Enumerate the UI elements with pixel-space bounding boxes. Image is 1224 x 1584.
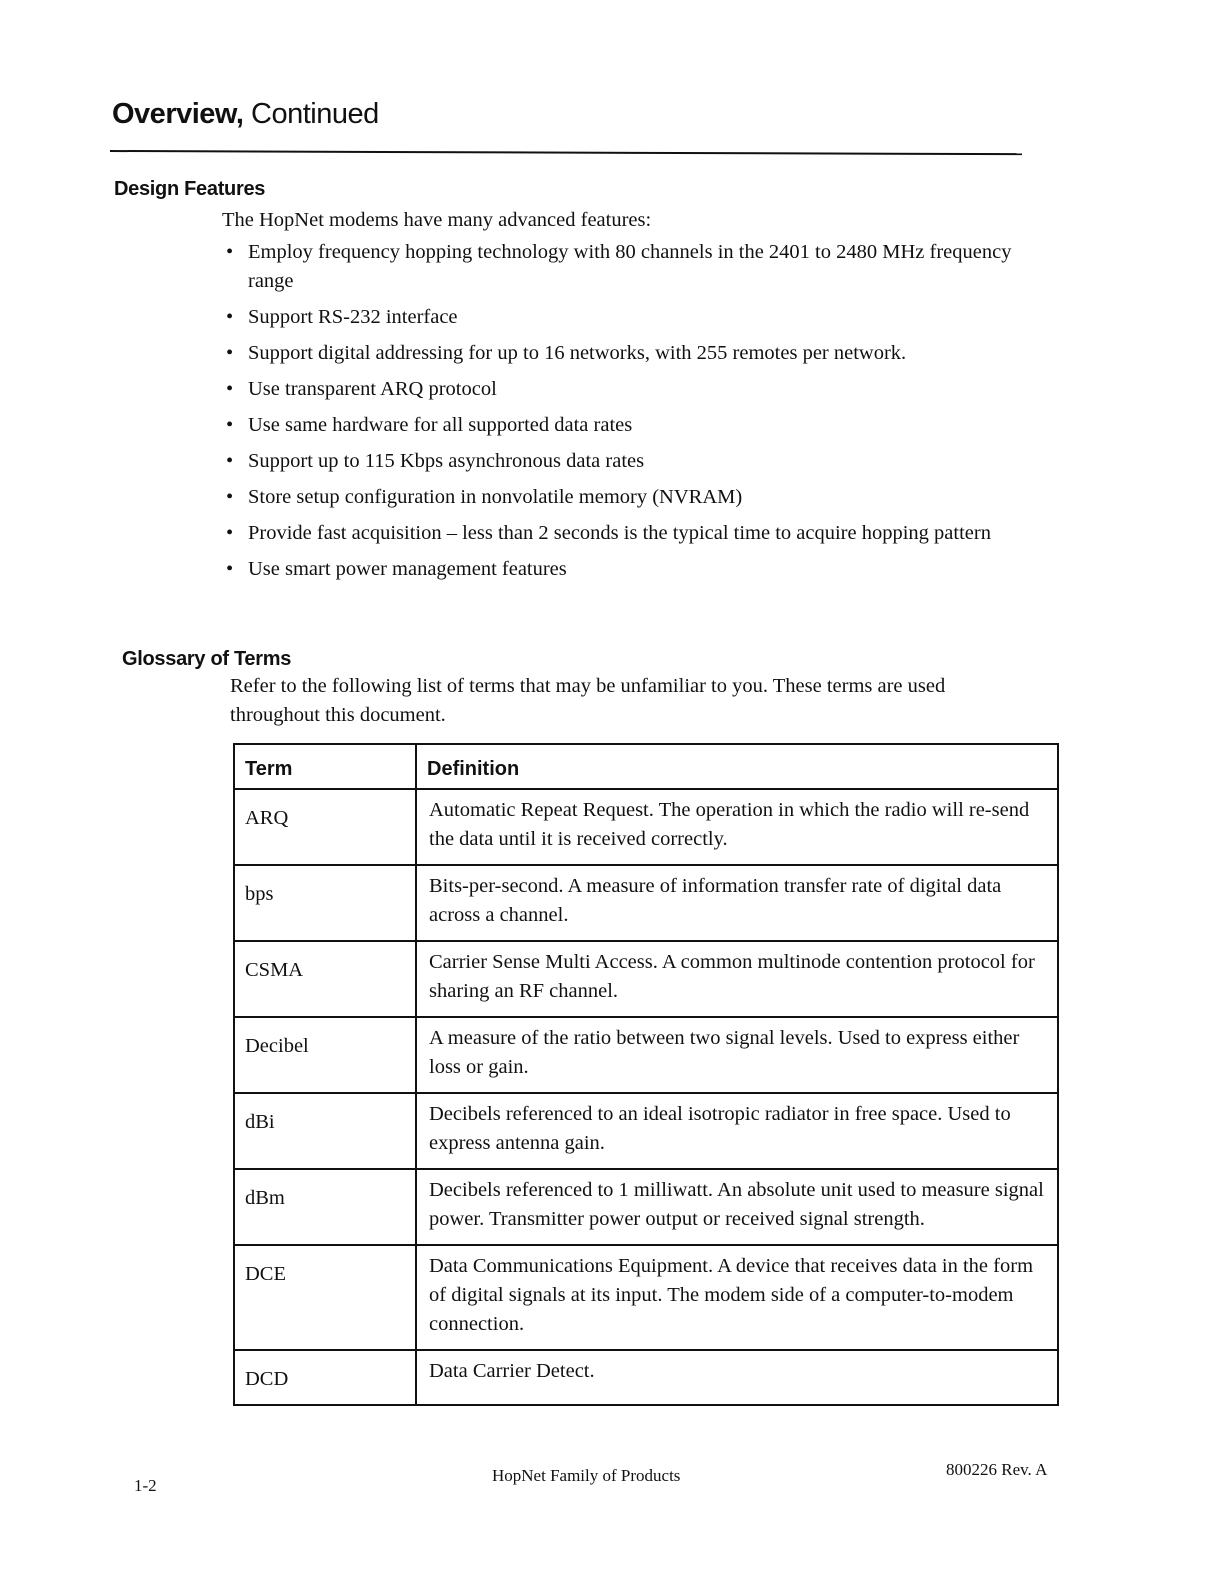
glossary-heading: Glossary of Terms xyxy=(122,648,292,670)
definition-cell: Data Carrier Detect. xyxy=(416,1350,1058,1405)
term-cell: ARQ xyxy=(234,789,416,865)
term-cell: CSMA xyxy=(234,941,416,1017)
table-row xyxy=(234,1093,1058,1169)
bullet-icon: • xyxy=(226,486,234,508)
list-item: • Support digital addressing for up to 16 networks, with 255 remotes per network. xyxy=(222,339,1062,368)
footer-product-name: HopNet Family of Products xyxy=(492,1466,681,1485)
table-row xyxy=(234,1350,1058,1405)
list-item: • Provide fast acquisition – less than 2 seconds is the typical time to acquire hopping pattern xyxy=(222,519,1062,548)
term-cell: dBm xyxy=(234,1169,416,1245)
term-cell: DCD xyxy=(234,1350,416,1405)
page-title xyxy=(112,96,379,132)
glossary-intro: Refer to the following list of terms that may be unfamiliar to you. These terms are used throughout this document. xyxy=(230,675,946,726)
bullet-icon: • xyxy=(226,306,234,328)
bullet-icon: • xyxy=(226,414,234,436)
list-item: • Use smart power management features xyxy=(222,555,1062,584)
page-title-bold: Overview, xyxy=(112,98,244,130)
list-item: • Support RS-232 interface xyxy=(222,303,1062,332)
term-cell: bps xyxy=(234,865,416,941)
bullet-icon: • xyxy=(226,241,234,263)
definition-cell: Decibels referenced to an ideal isotropic radiator in free space. Used to express antenna gain. xyxy=(416,1093,1058,1169)
list-item: • Employ frequency hopping technology with 80 channels in the 2401 to 2480 MHz frequency range xyxy=(222,238,1062,296)
list-item: • Use same hardware for all supported data rates xyxy=(222,411,1062,440)
definition-cell: Data Communications Equipment. A device that receives data in the form of digital signals at its input. The modem side of a computer-to-modem connection. xyxy=(416,1245,1058,1350)
table-row xyxy=(234,1017,1058,1093)
list-item: • Store setup configuration in nonvolatile memory (NVRAM) xyxy=(222,483,1062,512)
footer-document-revision: 800226 Rev. A xyxy=(946,1460,1048,1479)
design-features-heading: Design Features xyxy=(114,178,266,200)
definition-cell: Automatic Repeat Request. The operation in which the radio will re-send the data until it is received correctly. xyxy=(416,789,1058,865)
bullet-icon: • xyxy=(226,378,234,400)
table-row xyxy=(234,789,1058,865)
definition-cell: A measure of the ratio between two signal levels. Used to express either loss or gain. xyxy=(416,1017,1058,1093)
list-item: • Support up to 115 Kbps asynchronous data rates xyxy=(222,447,1062,476)
column-header-definition: Definition xyxy=(416,744,1058,789)
page-title-rest: Continued xyxy=(243,98,379,130)
table-header-row xyxy=(234,744,1058,789)
bullet-icon: • xyxy=(226,558,234,580)
term-cell: Decibel xyxy=(234,1017,416,1093)
column-header-term: Term xyxy=(234,744,416,789)
list-item: • Use transparent ARQ protocol xyxy=(222,375,1062,404)
bullet-icon: • xyxy=(226,450,234,472)
term-cell: dBi xyxy=(234,1093,416,1169)
definition-cell: Bits-per-second. A measure of information transfer rate of digital data across a channel. xyxy=(416,865,1058,941)
table-row xyxy=(234,865,1058,941)
header-divider xyxy=(110,150,1022,155)
definition-cell: Carrier Sense Multi Access. A common multinode contention protocol for sharing an RF channel. xyxy=(416,941,1058,1017)
term-cell: DCE xyxy=(234,1245,416,1350)
table-row xyxy=(234,1169,1058,1245)
table-row xyxy=(234,941,1058,1017)
footer-page-number: 1-2 xyxy=(134,1476,157,1495)
bullet-icon: • xyxy=(226,342,234,364)
design-features-intro: The HopNet modems have many advanced features: xyxy=(222,209,652,231)
table-row xyxy=(234,1245,1058,1350)
definition-cell: Decibels referenced to 1 milliwatt. An absolute unit used to measure signal power. Transmitter power output or received signal strength. xyxy=(416,1169,1058,1245)
glossary-table xyxy=(233,743,1059,1406)
bullet-icon: • xyxy=(226,522,234,544)
design-features-list xyxy=(222,238,1062,591)
